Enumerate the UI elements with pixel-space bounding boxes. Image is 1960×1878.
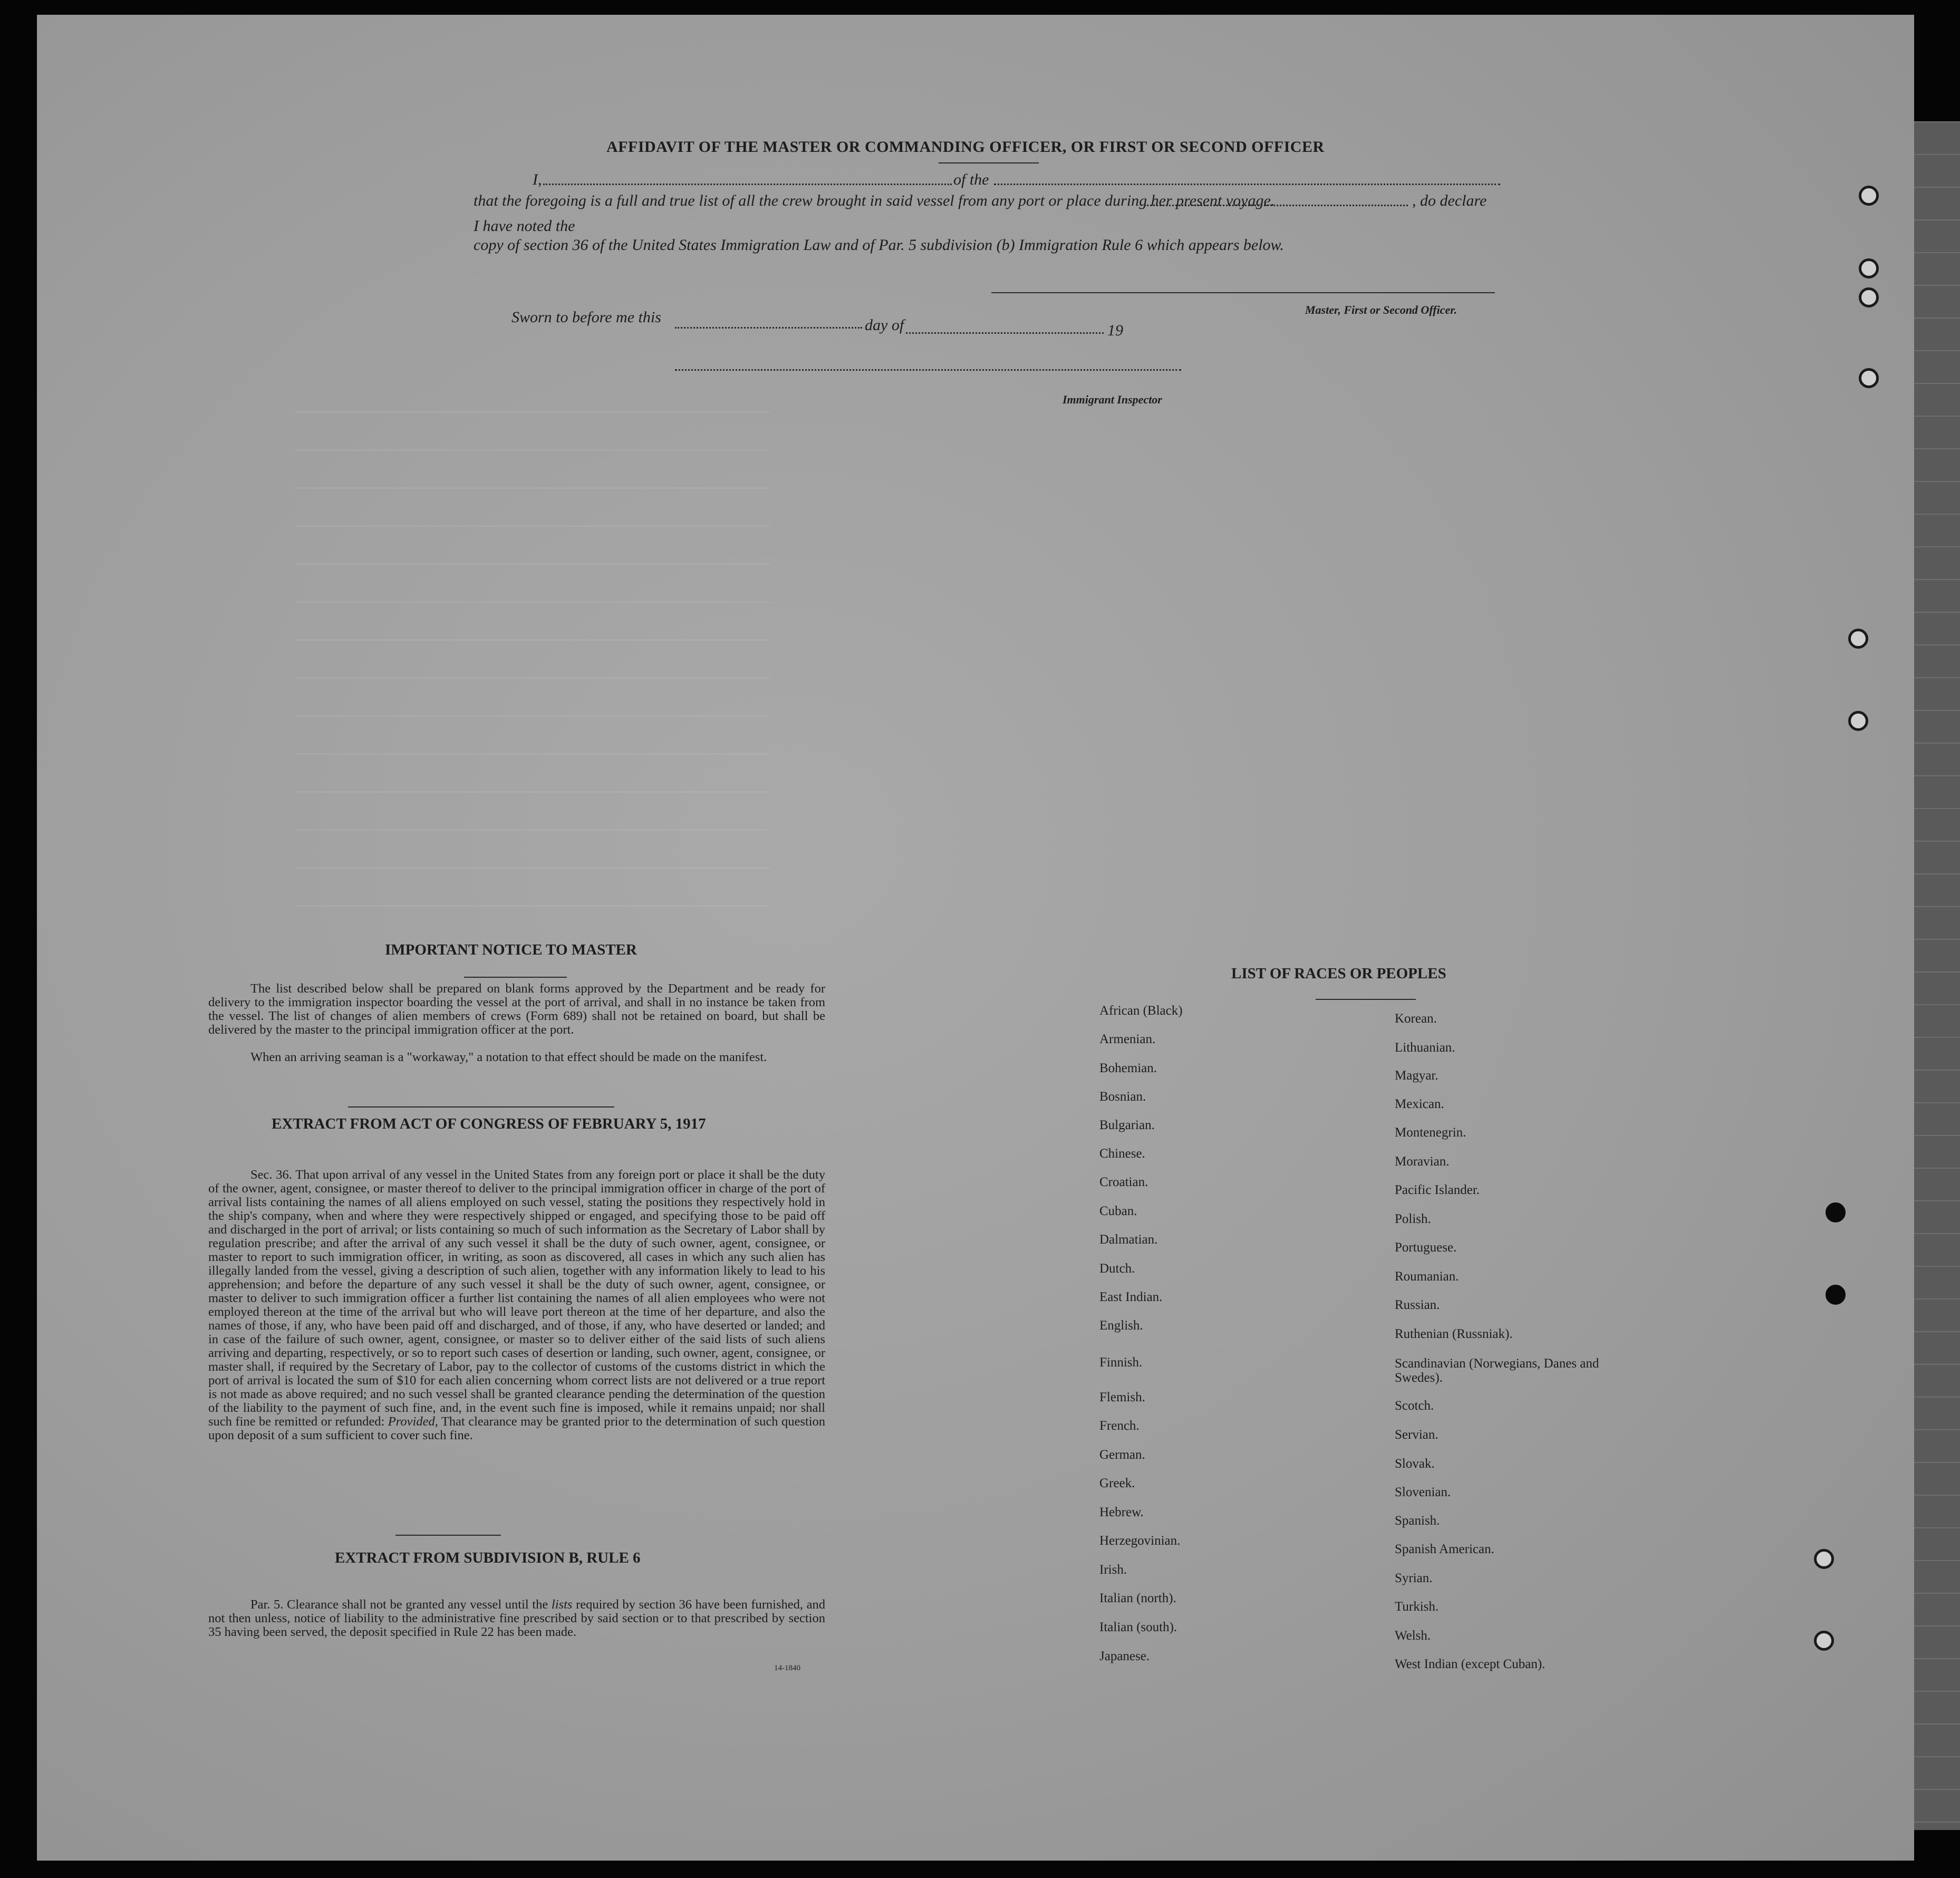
lists-word: lists	[551, 1597, 573, 1612]
race-item: German.	[1099, 1448, 1145, 1462]
punch-hole	[1814, 1631, 1834, 1651]
race-item: Cuban.	[1099, 1204, 1137, 1218]
affidavit-of-the-label: of the	[953, 171, 989, 188]
race-item: Syrian.	[1395, 1571, 1433, 1585]
sec-label: Sec. 36.	[250, 1168, 292, 1182]
par-a: Par. 5. Clearance shall not be granted any vessel until the	[250, 1597, 548, 1612]
race-item: Bohemian.	[1099, 1061, 1157, 1075]
notice-underline	[464, 977, 567, 978]
race-item: Polish.	[1395, 1212, 1431, 1226]
race-item: Spanish American.	[1395, 1542, 1494, 1556]
notice-body: The list described below shall be prepared on blank forms approved by the Department and be ready for delivery to the immigration inspector boarding the vessel at the port of arrival, and shall in no instance be taken from the vessel. The list of changes of alien members of crews (Form 689) shall not be retained on board, but shall be delivered by the master to the principal immigration officer at the port.	[208, 981, 825, 1037]
race-item: Russian.	[1395, 1298, 1440, 1312]
race-item: West Indian (except Cuban).	[1395, 1657, 1546, 1671]
section-divider	[348, 1106, 614, 1107]
race-item: Korean.	[1395, 1012, 1437, 1026]
punch-hole	[1848, 711, 1868, 731]
bleed-through-ruling	[295, 411, 770, 939]
race-item: Turkish.	[1395, 1600, 1439, 1614]
punch-hole	[1826, 1285, 1846, 1305]
year-label: 19	[1107, 322, 1123, 339]
vessel-name-line[interactable]	[994, 184, 1500, 185]
act-body-end: That clearance may be granted prior to the determination of such question upon deposit of a sum sufficient to cover such fine.	[208, 1414, 826, 1442]
affidavit-title: AFFIDAVIT OF THE MASTER OR COMMANDING OFFICER, OR FIRST OR SECOND OFFICER	[606, 138, 1325, 156]
act-body-text: That upon arrival of any vessel in the United States from any foreign port or place it shall be the duty of the owner, agent, consignee, or master thereof to deliver to the principal immigration officer in charge of the port of arrival lists containing the names of all aliens employed on such vessel, stating the positions they respectively hold in the ship's company, when and where they were respectively shipped or engaged, and specifying those to be paid off and discharged in the port of arrival; or lists containing so much of such information as the Secretary of Labor shall by regulation prescribe; and after the arrival of any such vessel it shall be the duty of such owner, agent, consignee, or master to report to such immigration officer, in writing, as soon as discovered, all cases in which any such alien has illegally landed from the vessel, giving a description of such alien, together with any information likely to lead to his apprehension; and before the departure of any such vessel it shall be the duty of such owner, agent, consignee, or master to deliver to such immigration officer a further list containing the names of all alien employees who were not employed thereon at the time of the arrival but who will leave port thereon at the time of her departure, and also the names of those, if any, who have been paid off and discharged, and of those, if any, who have deserted or landed; and in case of the failure of such owner, agent, consignee, or master so to deliver either of the said lists of such aliens arriving and departing, respectively, or so to report such cases of desertion or landing, such owner, agent, consignee, or master shall, if required by the Secretary of Labor, pay to the collector of customs of the customs district in which the port of arrival is located the sum of $10 for each alien concerning whom correct lists are not delivered or a true report is not made as above required; and no such vessel shall be granted clearance pending the determination of the question of the liability to the payment of such fine, and, in the event such fine is imposed, while it remains unpaid; nor shall such fine be remitted or refunded:	[208, 1168, 825, 1429]
affidavit-i-label: I,	[533, 171, 542, 188]
title-underline	[939, 162, 1039, 163]
affidavit-line-1: that the foregoing is a full and true list of all the crew brought in said vessel from any port or place during her present voyage.	[474, 192, 1275, 209]
provided-word: Provided,	[388, 1414, 438, 1429]
race-item: Scotch.	[1395, 1399, 1434, 1413]
race-item: Japanese.	[1099, 1649, 1150, 1663]
sworn-month-line[interactable]	[906, 332, 1104, 334]
race-item: Montenegrin.	[1395, 1125, 1466, 1140]
race-item: Finnish.	[1099, 1355, 1143, 1370]
race-item: Moravian.	[1395, 1154, 1450, 1169]
race-item: East Indian.	[1099, 1290, 1163, 1304]
affidavit-line-2a: I have noted the	[474, 217, 575, 235]
race-item: Slovenian.	[1395, 1485, 1451, 1499]
punch-hole	[1859, 368, 1879, 388]
race-item: French.	[1099, 1419, 1140, 1433]
race-item: Armenian.	[1099, 1032, 1156, 1046]
notice-body-2: When an arriving seaman is a "workaway," a notation to that effect should be made on the manifest.	[250, 1050, 767, 1064]
inspector-signature-line[interactable]	[675, 369, 1181, 371]
race-item: Italian (south).	[1099, 1620, 1177, 1634]
races-title: LIST OF RACES OR PEOPLES	[1231, 965, 1446, 982]
race-item: Dutch.	[1099, 1261, 1135, 1276]
race-item: English.	[1099, 1318, 1143, 1333]
race-item: Magyar.	[1395, 1068, 1438, 1083]
race-item: Scandinavian (Norwegians, Danes and Swedes).	[1395, 1356, 1599, 1385]
race-item: Pacific Islander.	[1395, 1183, 1480, 1197]
underlying-page-edge	[1914, 121, 1960, 1830]
race-item: Slovak.	[1395, 1457, 1435, 1471]
races-underline	[1316, 999, 1416, 1000]
act-extract-body	[208, 1168, 825, 1442]
punch-hole	[1859, 186, 1879, 206]
day-of-label: day of	[865, 316, 904, 334]
notice-title: IMPORTANT NOTICE TO MASTER	[385, 941, 637, 958]
affidavit-line-2: copy of section 36 of the United States Immigration Law and of Par. 5 subdivision (b) Immigration Rule 6 which appears below.	[474, 236, 1284, 254]
race-item: Lithuanian.	[1395, 1041, 1455, 1055]
race-item: Mexican.	[1395, 1097, 1444, 1111]
act-extract-title: EXTRACT FROM ACT OF CONGRESS OF FEBRUARY 5, 1917	[272, 1115, 706, 1132]
race-item: African (Black)	[1099, 1004, 1183, 1018]
master-signature-line[interactable]	[991, 292, 1495, 293]
race-item: Hebrew.	[1099, 1505, 1144, 1519]
race-item: Italian (north).	[1099, 1591, 1176, 1605]
race-item: Servian.	[1395, 1428, 1438, 1442]
rule-extract-divider	[395, 1535, 501, 1536]
punch-hole	[1814, 1549, 1834, 1569]
form-number: 14-1840	[774, 1664, 800, 1672]
race-item: Herzegovinian.	[1099, 1534, 1181, 1548]
race-item: Dalmatian.	[1099, 1232, 1158, 1247]
race-item: Welsh.	[1395, 1629, 1431, 1643]
race-item: Roumanian.	[1395, 1269, 1459, 1284]
punch-hole	[1859, 258, 1879, 278]
master-signature-label: Master, First or Second Officer.	[1305, 303, 1457, 316]
race-item: Irish.	[1099, 1563, 1127, 1577]
affiant-name-line[interactable]	[543, 184, 952, 185]
declaration-blank-line[interactable]	[1144, 205, 1408, 206]
sworn-day-line[interactable]	[675, 327, 862, 329]
race-item: Chinese.	[1099, 1147, 1145, 1161]
race-item: Spanish.	[1395, 1514, 1440, 1528]
rule-extract-body	[208, 1598, 825, 1639]
race-item: Portuguese.	[1395, 1240, 1457, 1255]
race-item: Ruthenian (Russniak).	[1395, 1327, 1513, 1341]
par-b: required by section 36 have been furnished, and not then unless, notice of liability to the administrative fine prescribed by said section or to that prescribed by section 35 having been served, the deposit specified in Rule 22 has been made.	[208, 1597, 826, 1639]
race-item: Greek.	[1099, 1476, 1135, 1490]
punch-hole	[1826, 1202, 1846, 1222]
race-item: Bosnian.	[1099, 1090, 1146, 1104]
affidavit-do-declare: , do declare	[1412, 192, 1487, 209]
punch-hole	[1859, 287, 1879, 307]
punch-hole	[1848, 629, 1868, 649]
sworn-label: Sworn to before me this	[511, 309, 661, 326]
inspector-label: Immigrant Inspector	[1063, 393, 1162, 406]
rule-extract-title: EXTRACT FROM SUBDIVISION B, RULE 6	[335, 1549, 641, 1566]
race-item: Croatian.	[1099, 1175, 1148, 1189]
race-item: Bulgarian.	[1099, 1118, 1155, 1132]
race-item: Flemish.	[1099, 1390, 1145, 1404]
